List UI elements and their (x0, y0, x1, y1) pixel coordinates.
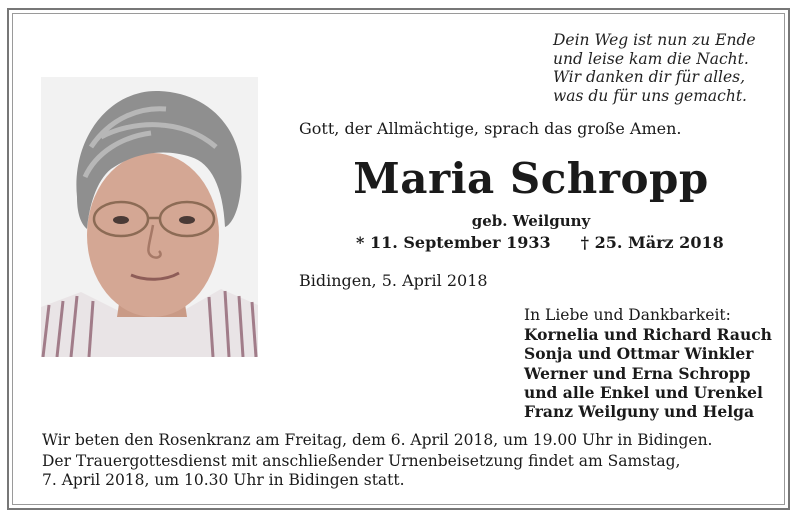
funeral-info-line2: 7. April 2018, um 10.30 Uhr in Bidingen statt. (42, 471, 405, 489)
poem-line: was du für uns gemacht. (553, 86, 747, 105)
mourner-name: Kornelia und Richard Rauch (524, 325, 772, 345)
poem-line: Wir danken dir für alles, (553, 68, 746, 86)
funeral-info-line1: Der Trauergottesdienst mit anschließender Urnenbeisetzung findet am Samstag, (42, 452, 681, 470)
intro-line: Gott, der Allmächtige, sprach das große Amen. (299, 119, 682, 138)
mourner-name: Sonja und Ottmar Winkler (524, 344, 754, 364)
mourner-name: und alle Enkel und Urenkel (524, 382, 763, 402)
service-info (42, 431, 762, 490)
maiden-name: geb. Weilguny (471, 212, 591, 230)
place-date: Bidingen, 5. April 2018 (299, 271, 488, 290)
mourner-name: Werner und Erna Schropp (524, 363, 751, 383)
rosary-info: Wir beten den Rosenkranz am Freitag, dem 6. April 2018, um 19.00 Uhr in Bidingen. (42, 431, 713, 449)
portrait-photo (41, 77, 258, 357)
portrait-illustration (41, 77, 258, 357)
death-date: † 25. März 2018 (580, 233, 724, 252)
life-dates (356, 233, 724, 252)
poem (553, 31, 783, 105)
poem-line: Dein Weg ist nun zu Ende (553, 31, 756, 49)
deceased-name: Maria Schropp (353, 154, 709, 203)
poem-line: und leise kam die Nacht. (553, 49, 749, 68)
birth-date: * 11. September 1933 (356, 233, 551, 252)
mourner-name: Franz Weilguny und Helga (524, 402, 755, 422)
mourners-heading: In Liebe und Dankbarkeit: (524, 306, 731, 324)
mourners-block (524, 306, 772, 421)
